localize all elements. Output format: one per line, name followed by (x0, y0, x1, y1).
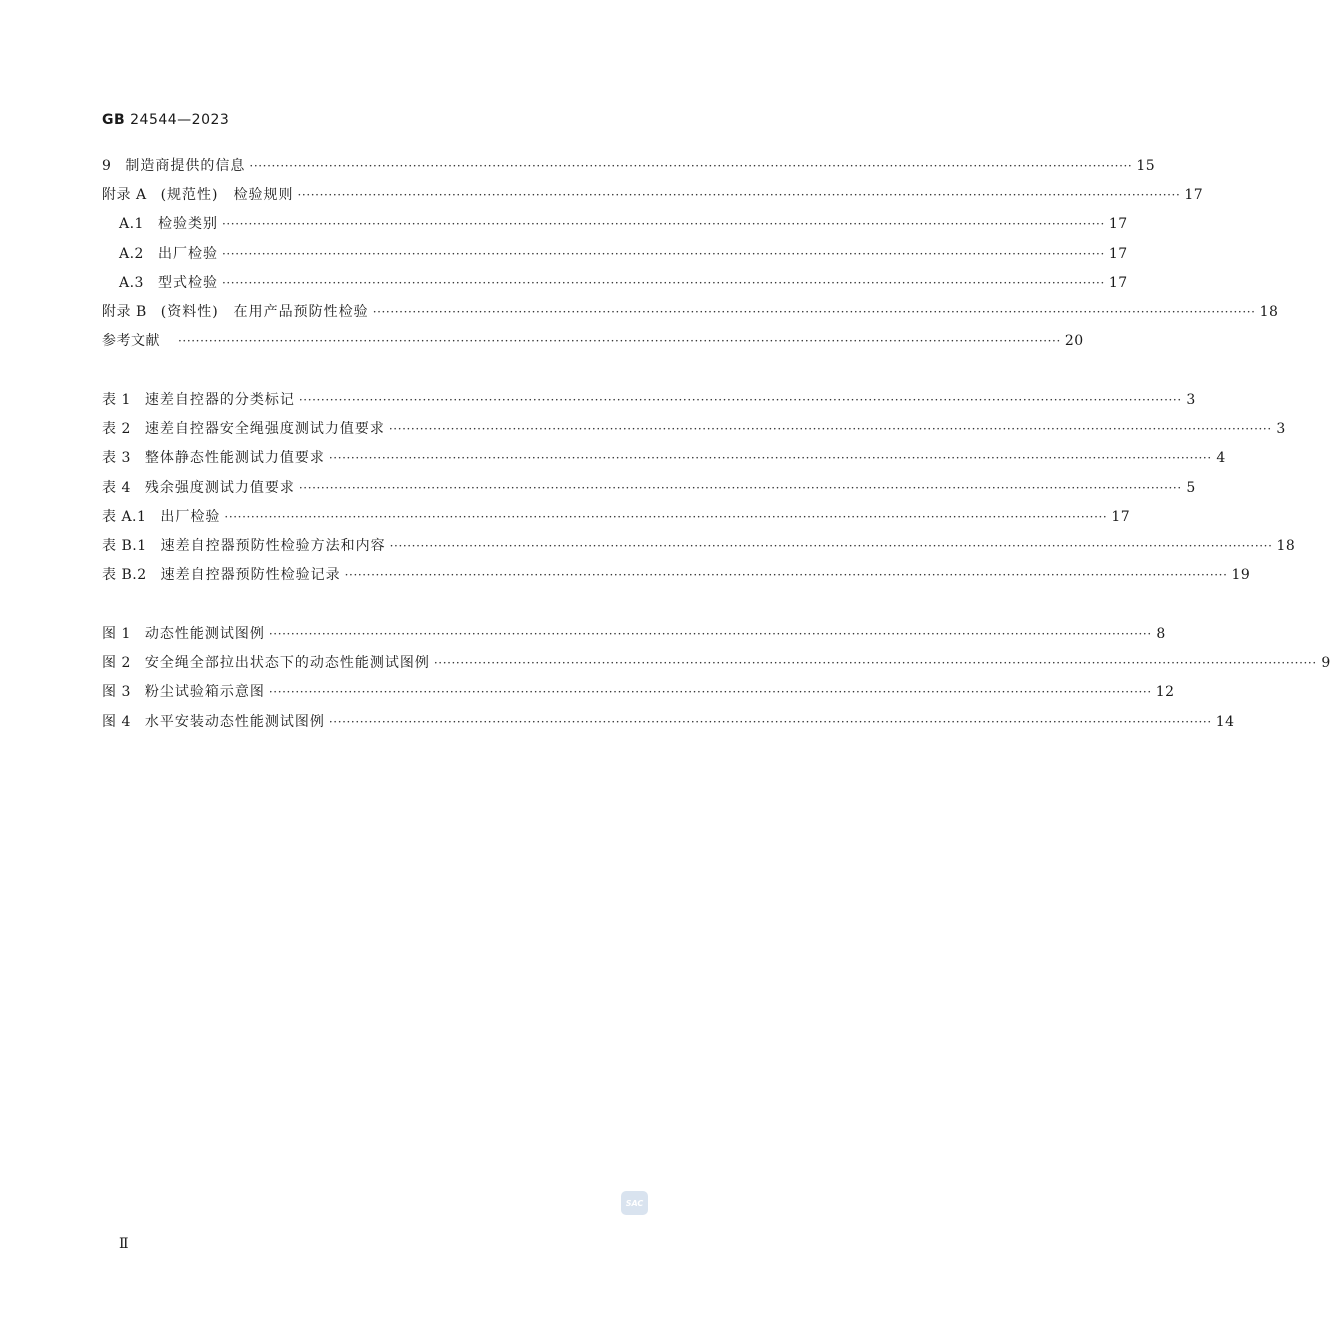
figure-entry-number: 图 2 (102, 655, 131, 672)
table-entry-title: 残余强度测试力值要求 (144, 479, 295, 496)
section-entry-number: 9 (102, 158, 112, 174)
dot-leader: ········································································································································································································ (221, 275, 1105, 290)
figure-entry-page: 14 (1215, 713, 1235, 730)
figure-entry[interactable] (102, 681, 1175, 703)
table-entry-page: 4 (1216, 450, 1226, 467)
section-entry-title: 型式检验 (157, 274, 218, 291)
figure-entry-page: 12 (1155, 684, 1175, 701)
section-entry-page: 17 (1108, 216, 1128, 233)
table-entry-number: 表 B.1 (102, 538, 147, 554)
sac-watermark-logo: SAC (621, 1191, 648, 1215)
dot-leader: ········································································································································································································ (388, 422, 1272, 437)
figure-entry-page: 8 (1156, 626, 1166, 642)
standard-prefix: GB (102, 112, 126, 128)
figure-entry-number: 图 4 (102, 713, 131, 730)
section-entry-page: 18 (1259, 304, 1279, 320)
figure-entry-title: 水平安装动态性能测试图例 (144, 713, 325, 730)
dot-leader: ········································································································································································································ (178, 334, 1061, 349)
section-entry[interactable] (102, 301, 1279, 323)
table-entry-number: 表 3 (102, 450, 131, 467)
figure-entry-title: 动态性能测试图例 (144, 626, 265, 642)
section-entry-title: 出厂检验 (157, 245, 218, 262)
section-entry[interactable] (102, 155, 1156, 177)
dot-leader: ········································································································································································································ (328, 714, 1212, 729)
section-entry-number: 参考文献 (102, 333, 160, 350)
dot-leader: ········································································································································································································ (298, 393, 1182, 407)
section-entry-title: 制造商提供的信息 (125, 158, 246, 174)
table-entry[interactable] (102, 447, 1226, 469)
table-entry-page: 18 (1276, 538, 1296, 554)
dot-leader: ········································································································································································································ (297, 188, 1181, 203)
table-entry[interactable] (102, 389, 1196, 411)
section-entry-number: 附录 A (102, 187, 147, 204)
table-entry-title: 整体静态性能测试力值要求 (144, 450, 325, 467)
dot-leader: ········································································································································································································ (328, 451, 1212, 466)
dot-leader: ········································································································································································································ (268, 685, 1152, 700)
dot-leader: ········································································································································································································ (249, 159, 1133, 173)
dot-leader: ········································································································································································································ (372, 305, 1256, 319)
section-entry-number: A.1 (119, 216, 144, 233)
dot-leader: ········································································································································································································ (221, 246, 1105, 261)
table-entry-title: 出厂检验 (160, 508, 221, 525)
table-entry-number: 表 A.1 (102, 508, 147, 525)
table-entry[interactable] (102, 418, 1286, 440)
section-entry[interactable] (102, 330, 1084, 352)
figure-entry[interactable] (102, 623, 1166, 645)
dot-leader: ········································································································································································································ (221, 217, 1105, 232)
dot-leader: ········································································································································································································ (389, 539, 1273, 553)
table-entry-title: 速差自控器安全绳强度测试力值要求 (144, 421, 385, 438)
section-entry[interactable] (102, 272, 1128, 294)
section-entry-page: 15 (1136, 158, 1156, 174)
section-entry-page: 17 (1108, 245, 1128, 262)
table-entry-number: 表 B.2 (102, 567, 147, 584)
figure-entry[interactable] (102, 711, 1235, 733)
figure-entry-title: 粉尘试验箱示意图 (144, 684, 265, 701)
standard-number: 24544—2023 (130, 112, 230, 128)
dot-leader: ········································································································································································································ (298, 480, 1182, 495)
table-entry[interactable] (102, 564, 1251, 586)
figure-entry-title: 安全绳全部拉出状态下的动态性能测试图例 (144, 655, 430, 672)
section-entry-page: 20 (1064, 333, 1084, 350)
section-entry-title: 检验类别 (157, 216, 218, 233)
section-entry-number: A.3 (119, 274, 144, 291)
figure-entry[interactable] (102, 652, 1331, 674)
table-entry-number: 表 2 (102, 421, 131, 438)
dot-leader: ········································································································································································································ (433, 656, 1317, 671)
dot-leader: ········································································································································································································ (268, 627, 1152, 641)
figure-entry-number: 图 1 (102, 626, 131, 642)
section-entry[interactable] (102, 243, 1128, 265)
page-number: Ⅱ (119, 1236, 129, 1252)
figure-entry-number: 图 3 (102, 684, 131, 701)
table-entry[interactable] (102, 535, 1296, 557)
table-entry-title: 速差自控器的分类标记 (144, 392, 295, 408)
section-entry-number: A.2 (119, 245, 144, 262)
section-entry-number: 附录 B (102, 304, 147, 320)
table-entry-page: 3 (1276, 421, 1286, 438)
figure-entry-page: 9 (1321, 655, 1331, 672)
dot-leader: ········································································································································································································ (224, 509, 1108, 524)
table-entry[interactable] (102, 477, 1196, 499)
table-entry-title: 速差自控器预防性检验方法和内容 (160, 538, 386, 554)
table-entry-title: 速差自控器预防性检验记录 (160, 567, 341, 584)
table-entry[interactable] (102, 506, 1131, 528)
section-entry-title: (规范性) 检验规则 (160, 187, 294, 204)
section-entry-title: (资料性) 在用产品预防性检验 (160, 304, 369, 320)
section-entry[interactable] (102, 213, 1128, 235)
section-entry[interactable] (102, 184, 1204, 206)
section-entry-page: 17 (1108, 274, 1128, 291)
table-entry-number: 表 4 (102, 479, 131, 496)
table-entry-page: 3 (1186, 392, 1196, 408)
section-entry-page: 17 (1184, 187, 1204, 204)
table-entry-page: 17 (1111, 508, 1131, 525)
dot-leader: ········································································································································································································ (344, 568, 1228, 583)
document-header (102, 112, 229, 128)
table-entry-number: 表 1 (102, 392, 131, 408)
table-entry-page: 19 (1231, 567, 1251, 584)
table-entry-page: 5 (1186, 479, 1196, 496)
